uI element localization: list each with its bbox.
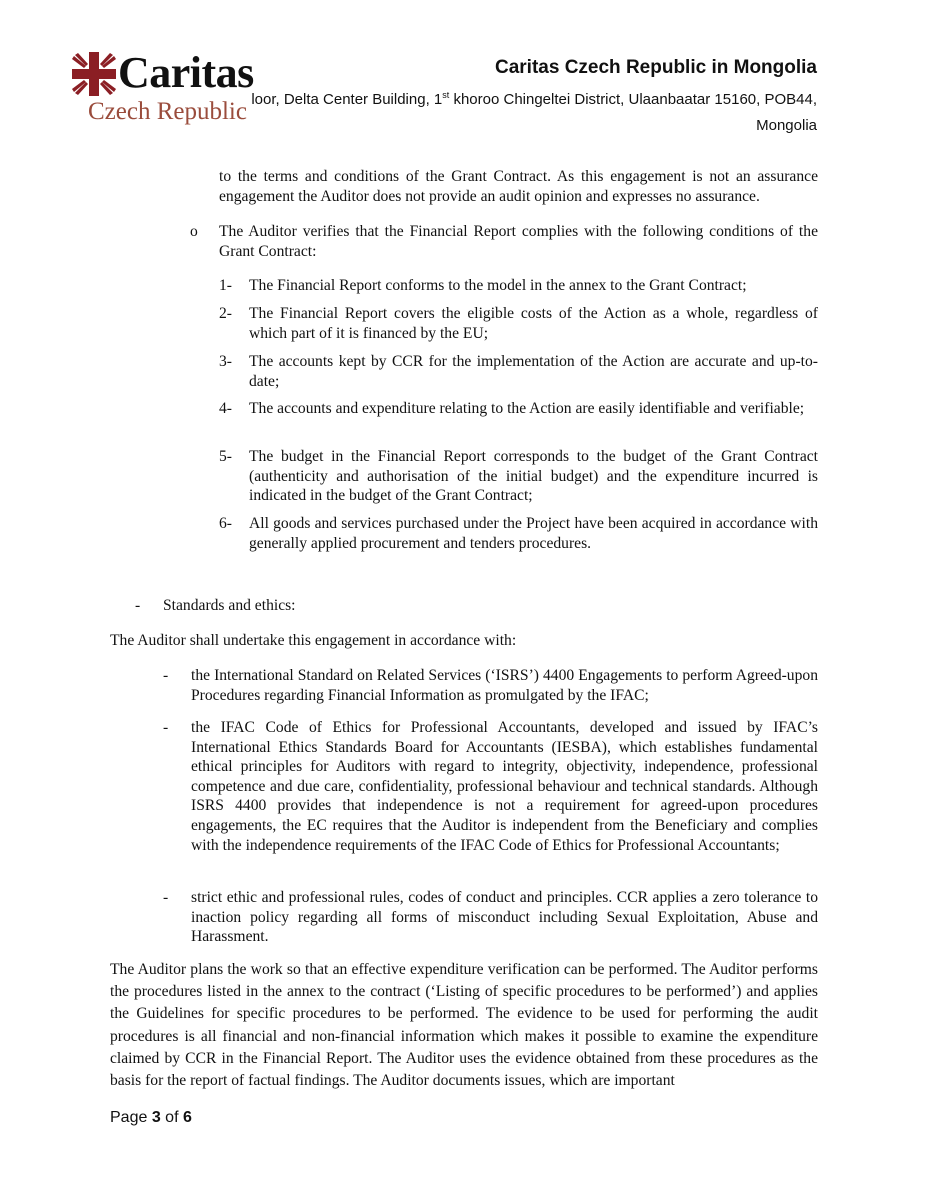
logo-subtitle: Czech Republic <box>88 98 247 125</box>
condition-number: 6- <box>219 515 232 532</box>
condition-text: The Financial Report conforms to the model in the annex to the Grant Contract; <box>249 277 747 294</box>
address-line-2: Mongolia <box>756 117 817 134</box>
continued-paragraph: to the terms and conditions of the Grant Contract. As this engagement is not an assurance engagement the Auditor does not provide an audit opinion and expresses no assurance. <box>219 168 818 205</box>
condition-number: 5- <box>219 448 232 465</box>
standard-dash: - <box>163 719 169 736</box>
condition-text: The accounts kept by CCR for the implementation of the Action are accurate and up-to-date; <box>249 353 818 390</box>
caritas-cross-icon <box>70 50 118 98</box>
condition-text: The budget in the Financial Report corresponds to the budget of the Grant Contract (authenticity and authorisation of the initial budget) and the expenditure incurred is indicated in the budget of the Grant Contract; <box>249 448 818 505</box>
standard-text: strict ethic and professional rules, codes of conduct and principles. CCR applies a zero tolerance to inaction policy regarding all forms of misconduct including Sexual Exploitation, Abuse and Harassment. <box>191 889 818 946</box>
logo-wordmark: Caritas <box>118 48 254 97</box>
section-dash: - <box>135 597 141 614</box>
condition-number: 3- <box>219 353 232 370</box>
condition-text: The Financial Report covers the eligible costs of the Action as a whole, regardless of which part of it is financed by the EU; <box>249 305 818 342</box>
organization-address <box>245 82 817 139</box>
condition-text: The accounts and expenditure relating to the Action are easily identifiable and verifiable; <box>249 400 805 417</box>
verify-bullet-text: The Auditor verifies that the Financial Report complies with the following conditions of the Grant Contract: <box>219 223 818 260</box>
standard-text: the International Standard on Related Services (‘ISRS’) 4400 Engagements to perform Agreed-upon Procedures regarding Financial Information as promulgated by the IFAC; <box>191 667 818 704</box>
intro-text: The Auditor shall undertake this engagement in accordance with: <box>110 632 517 649</box>
organization-name: Caritas Czech Republic in Mongolia <box>495 57 817 78</box>
standard-dash: - <box>163 889 169 906</box>
condition-number: 2- <box>219 305 232 322</box>
page-number: Page 3 of 6 <box>110 1109 192 1126</box>
closing-paragraph: The Auditor plans the work so that an effective expenditure verification can be performed. The Auditor performs the procedures listed in the annex to the contract (‘Listing of specific procedures to be performed’) and applies the Guidelines for specific procedures to be performed. The evidence to be used for performing the audit procedures is all financial and non-financial information which makes it possible to examine the expenditure claimed by CCR in the Financial Report. The Auditor uses the evidence obtained from these procedures as the basis for the report of factual findings. The Auditor documents issues, which are important <box>110 961 818 1090</box>
condition-number: 4- <box>219 400 232 417</box>
section-heading: Standards and ethics: <box>163 597 296 614</box>
address-line-1: loor, Delta Center Building, 1st khoroo Chingeltei District, Ulaanbaatar 15160, POB44, <box>251 90 817 108</box>
standard-dash: - <box>163 667 169 684</box>
condition-text: All goods and services purchased under the Project have been acquired in accordance with generally applied procurement and tenders procedures. <box>249 515 818 552</box>
circle-bullet: o <box>190 223 198 240</box>
standard-text: the IFAC Code of Ethics for Professional Accountants, developed and issued by IFAC’s International Ethics Standards Board for Accountants (IESBA), which establishes fundamental ethical principles for Auditors with regard to integrity, objectivity, independence, professional competence and due care, confidentiality, professional behaviour and technical standards. Although ISRS 4400 provides that independence is not a requirement for agreed-upon procedures engagements, the EC requires that the Auditor is independent from the Beneficiary and complies with the independence requirements of the IFAC Code of Ethics for Professional Accountants; <box>191 719 818 854</box>
condition-number: 1- <box>219 277 232 294</box>
